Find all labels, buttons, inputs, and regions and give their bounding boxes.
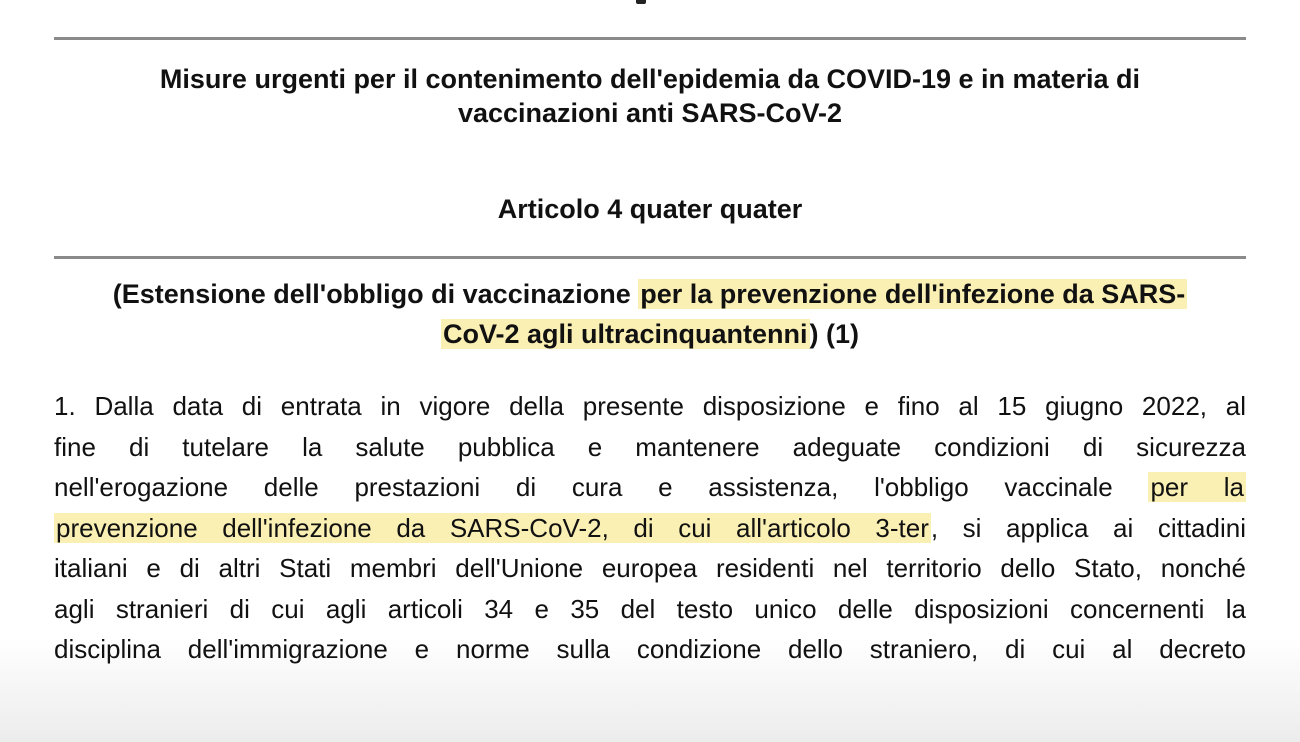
top-divider [54, 37, 1246, 40]
paragraph-line: fine di tutelare la salute pubblica e mantenere adeguate condizioni di sicurezza [54, 431, 1246, 462]
rubric-text: (Estensione dell'obbligo di vaccinazione [112, 279, 639, 309]
title-line-1: Misure urgenti per il contenimento dell'epidemia da COVID-19 e in materia di [159, 64, 1141, 94]
paragraph-line: disciplina dell'immigrazione e norme sulla condizione dello straniero, di cui al decreto [54, 634, 1246, 664]
middle-divider [54, 256, 1246, 259]
title-line-2: vaccinazioni anti SARS-CoV-2 [457, 98, 843, 128]
paragraph-highlight-cont: prevenzione dell'infezione da SARS-CoV-2, di cui all'articolo 3-ter [56, 512, 929, 543]
rubric-highlight-cont: CoV-2 agli ultracinquantenni [442, 319, 808, 349]
paragraph-line: 1. Dalla data di entrata in vigore della presente disposizione e fino al 15 giugno 2022, al [54, 391, 1246, 421]
paragraph-line: agli stranieri di cui agli articoli 34 e 35 del testo unico delle disposizioni concernenti la [54, 593, 1246, 624]
paragraph-text: nell'erogazione delle prestazioni di cura e assistenza, l'obbligo vaccinale [54, 472, 1149, 502]
paragraph-text: , si applica ai cittadini [930, 512, 1246, 543]
paragraph-line [54, 467, 1246, 508]
article-rubric [54, 274, 1246, 354]
paragraph-line: italiani e di altri Stati membri dell'Unione europea residenti nel territorio dello Stato, nonché [54, 553, 1246, 583]
paragraph-highlight: per la [1150, 472, 1244, 502]
decree-title [54, 62, 1246, 130]
cropped-heading-fragment [636, 0, 646, 4]
paragraph-line [54, 508, 1246, 549]
rubric-text-end: ) (1) [809, 319, 860, 349]
article-paragraph-1 [54, 386, 1246, 670]
rubric-highlight: per la prevenzione dell'infezione da SARS- [640, 279, 1186, 309]
article-heading: Articolo 4 quater quater [497, 194, 803, 224]
